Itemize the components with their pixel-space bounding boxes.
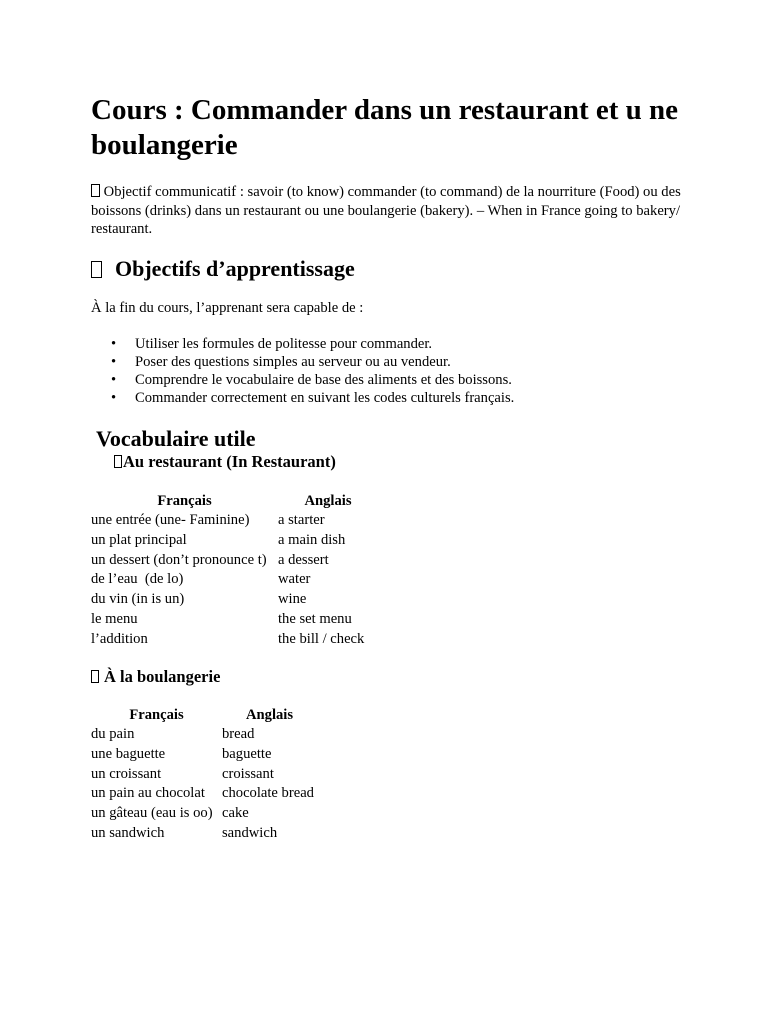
missing-glyph-icon <box>91 184 100 197</box>
learning-goals-heading-text: Objectifs d’apprentissage <box>115 256 355 281</box>
missing-glyph-icon <box>114 455 122 468</box>
english-cell: the set menu <box>278 610 352 627</box>
french-cell: le menu <box>91 610 138 627</box>
bullet-icon: • <box>111 336 117 352</box>
intro-paragraph: À la fin du cours, l’apprenant sera capable de : <box>91 300 364 316</box>
table-row <box>91 630 378 650</box>
english-cell: sandwich <box>222 824 278 841</box>
column-header-english: Anglais <box>246 707 294 723</box>
english-cell: the bill / check <box>278 630 365 647</box>
english-cell: chocolate bread <box>222 785 314 802</box>
table-row <box>91 610 378 630</box>
english-cell: a main dish <box>278 531 346 548</box>
english-cell: croissant <box>222 765 274 782</box>
english-cell: bread <box>222 726 255 742</box>
list-item <box>91 335 514 353</box>
missing-glyph-icon <box>91 261 102 278</box>
table-row <box>91 804 346 824</box>
english-cell: baguette <box>222 745 272 762</box>
table-row <box>91 784 346 804</box>
english-cell: water <box>278 571 311 588</box>
french-cell: un plat principal <box>91 531 187 548</box>
table-row <box>91 531 378 551</box>
french-cell: du vin (in is un) <box>91 591 185 608</box>
french-cell: un croissant <box>91 765 162 782</box>
french-cell: une baguette <box>91 745 166 762</box>
french-cell: un sandwich <box>91 824 165 841</box>
learning-goals-list <box>91 335 514 407</box>
french-cell: du pain <box>91 726 135 742</box>
objective-paragraph <box>91 183 691 239</box>
bullet-icon: • <box>111 354 117 370</box>
table-row <box>91 511 378 531</box>
list-item-text: Commander correctement en suivant les codes culturels français. <box>135 390 515 406</box>
vocabulary-heading: Vocabulaire utile <box>96 426 256 451</box>
english-cell: cake <box>222 805 249 822</box>
objective-text: Objectif communicatif : savoir (to know) commander (to command) de la nourriture (Food) ou des boissons (drinks) dans un restaurant ou une boulangerie (bakery). – When in France going to bakery/ restaurant. <box>91 184 681 237</box>
restaurant-heading-text: Au restaurant (In Restaurant) <box>123 452 336 471</box>
missing-glyph-icon <box>91 670 99 683</box>
table-row <box>91 745 346 765</box>
list-item <box>91 353 514 371</box>
bullet-icon: • <box>111 390 117 406</box>
english-cell: wine <box>278 591 307 608</box>
french-cell: un pain au chocolat <box>91 785 205 802</box>
english-cell: a starter <box>278 512 325 528</box>
restaurant-heading <box>114 452 336 472</box>
column-header-french: Français <box>157 493 212 509</box>
table-header-row <box>91 491 378 511</box>
learning-goals-heading <box>91 256 355 282</box>
table-row <box>91 765 346 785</box>
bakery-vocab-table <box>91 705 346 844</box>
restaurant-vocab-table <box>91 491 378 650</box>
column-header-french: Français <box>129 707 184 723</box>
french-cell: un gâteau (eau is oo) <box>91 805 213 822</box>
french-cell: de l’eau (de lo) <box>91 571 184 588</box>
column-header-english: Anglais <box>304 493 352 509</box>
list-item-text: Comprendre le vocabulaire de base des aliments et des boissons. <box>135 372 512 388</box>
english-cell: a dessert <box>278 551 329 568</box>
list-item <box>91 371 514 389</box>
french-cell: une entrée (une- Faminine) <box>91 512 250 528</box>
french-cell: l’addition <box>91 630 148 647</box>
table-row <box>91 725 346 745</box>
table-row <box>91 590 378 610</box>
table-row <box>91 551 378 571</box>
table-row <box>91 824 346 844</box>
list-item <box>91 389 514 407</box>
bakery-heading-text: À la boulangerie <box>104 667 221 686</box>
french-cell: un dessert (don’t pronounce t) <box>91 551 267 568</box>
document-title: Cours : Commander dans un restaurant et u ne boulangerie <box>91 94 679 161</box>
list-item-text: Utiliser les formules de politesse pour commander. <box>135 336 433 352</box>
bakery-heading <box>91 667 220 687</box>
list-item-text: Poser des questions simples au serveur ou au vendeur. <box>135 354 451 370</box>
table-row <box>91 570 378 590</box>
bullet-icon: • <box>111 372 117 388</box>
table-header-row <box>91 705 346 725</box>
